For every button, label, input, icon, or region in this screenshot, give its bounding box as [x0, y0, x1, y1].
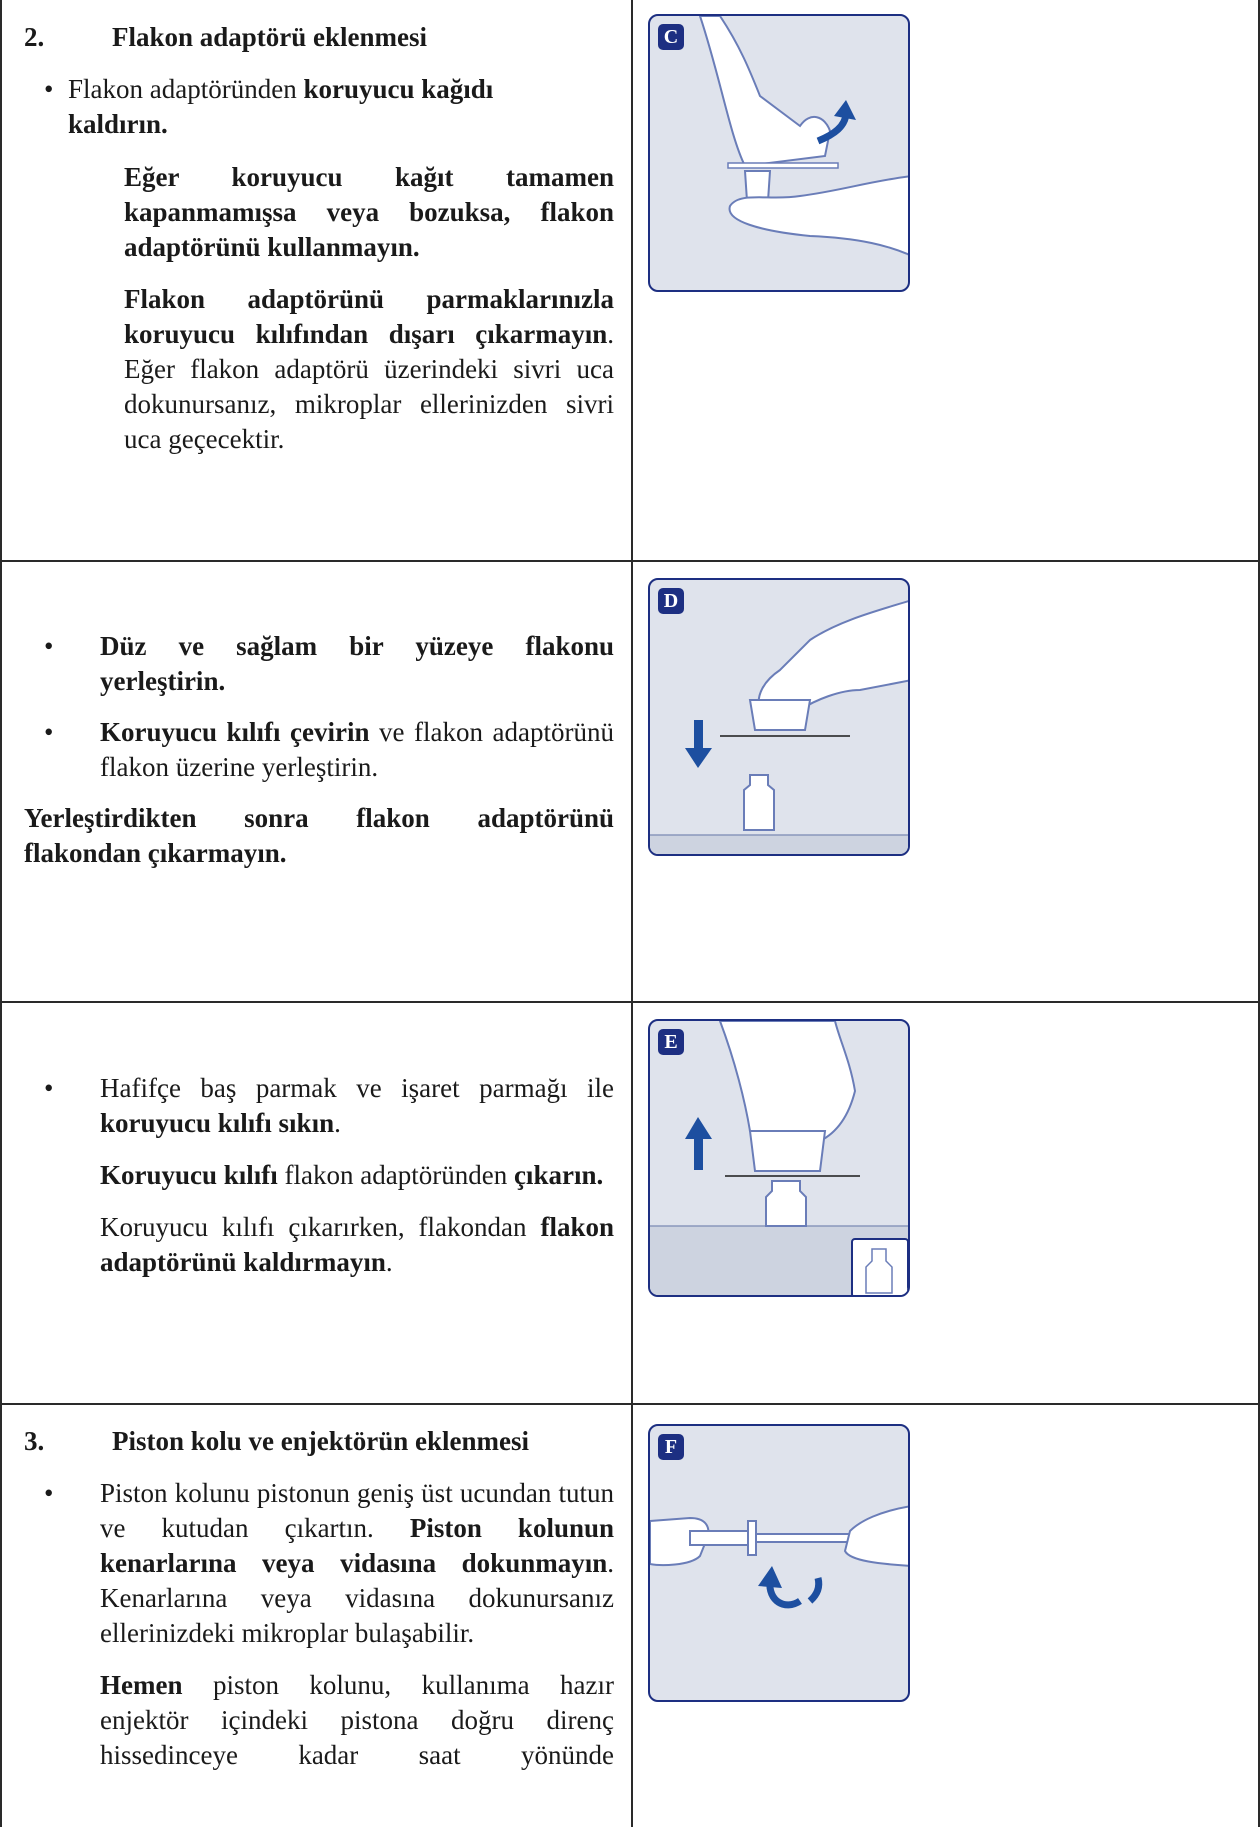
bullet-item [24, 629, 614, 699]
bullet-text: Hafifçe baş parmak ve işaret parmağı ile [100, 1073, 614, 1103]
row-divider [0, 1403, 1260, 1405]
peel-paper-drawing [650, 16, 910, 292]
attach-plunger-drawing [650, 1426, 910, 1702]
bullet-bold-text: koruyucu kılıfı sıkın [100, 1108, 335, 1138]
body-text: piston kolunu, kullanıma hazır enjektör içindeki pistona doğru direnç hissedinceye kadar saat yönünde [100, 1670, 614, 1770]
figure-c-illustration [648, 14, 910, 292]
row-section-3-text [24, 1424, 614, 1773]
row-divider [0, 1001, 1260, 1003]
body-text: Koruyucu kılıfı çıkarırken, flakondan [100, 1212, 541, 1242]
warning-body-text: . Eğer flakon adaptörü üzerindeki sivri uca dokunursanız, mikroplar ellerinizden sivri uca geçecektir. [124, 319, 614, 454]
row-d-text [24, 629, 614, 871]
figure-label-f: F [658, 1434, 684, 1460]
section-heading [24, 1424, 614, 1459]
bold-text: flakon adaptörünü kaldırmayın [100, 1212, 614, 1277]
bullet-bold-text: Piston kolunun kenarlarına veya vidasına dokunmayın [100, 1513, 615, 1578]
bullet-item [24, 715, 614, 785]
figure-label-e: E [658, 1029, 684, 1055]
figure-e-illustration [648, 1019, 910, 1297]
warning-paragraph [24, 160, 614, 265]
bullet-bold-text: kaldırın. [68, 109, 168, 139]
bullet-bold-text: Düz ve sağlam bir yüzeye flakonu yerleştirin. [100, 631, 614, 696]
bullet-item [24, 1071, 614, 1141]
row-e-text [24, 1071, 614, 1280]
body-text: . [385, 1247, 393, 1277]
remove-sleeve-drawing [650, 1021, 910, 1297]
figure-d-illustration [648, 578, 910, 856]
warning-paragraph-2 [24, 282, 614, 457]
section-title: Flakon adaptörü eklenmesi [112, 22, 428, 52]
note-bold-text: Yerleştirdikten sonra flakon adaptörünü flakondan çıkarmayın. [24, 803, 614, 868]
section-heading [24, 20, 614, 55]
bold-text: çıkarın. [513, 1160, 604, 1190]
warning-bold-text: Flakon adaptörünü parmaklarınızla koruyucu kılıfından dışarı çıkarmayın [124, 284, 614, 349]
section-number: 3. [24, 1426, 45, 1456]
figure-f-illustration [648, 1424, 910, 1702]
row-section-2-text [24, 20, 614, 457]
row-divider [0, 560, 1260, 562]
section-number: 2. [24, 22, 45, 52]
remove-sleeve-paragraph [24, 1158, 614, 1193]
bullet-text: ve flakon adaptörünü flakon üzerine yerleştirin. [100, 717, 614, 782]
bold-text: Koruyucu kılıfı [100, 1160, 278, 1190]
section-title: Piston kolu ve enjektörün eklenmesi [112, 1426, 530, 1456]
note-paragraph [24, 801, 614, 871]
figure-label-d: D [658, 588, 684, 614]
bullet-item [24, 1476, 614, 1651]
bold-text: Hemen [100, 1670, 183, 1700]
bullet-bold-text: Koruyucu kılıfı çevirin [100, 717, 370, 747]
column-divider [631, 0, 633, 1827]
bullet-text: . [334, 1108, 341, 1138]
bullet-item [24, 72, 614, 142]
place-adapter-drawing [650, 580, 910, 856]
bullet-text: Flakon adaptöründen [68, 74, 304, 104]
bullet-text: Piston kolunu pistonun geniş üst ucundan tutun ve kutudan çıkartın. [100, 1478, 614, 1543]
figure-label-c: C [658, 24, 684, 50]
warning-text: Eğer koruyucu kağıt tamamen kapanmamışsa veya bozuksa, flakon adaptörünü kullanmayın. [124, 162, 614, 262]
body-text: flakon adaptöründen [277, 1160, 514, 1190]
bullet-text: . Kenarlarına veya vidasına dokunursanız ellerinizdeki mikroplar bulaşabilir. [100, 1548, 614, 1648]
attach-paragraph [24, 1668, 614, 1773]
caution-paragraph [24, 1210, 614, 1280]
bullet-bold-text: koruyucu kağıdı [303, 74, 494, 104]
